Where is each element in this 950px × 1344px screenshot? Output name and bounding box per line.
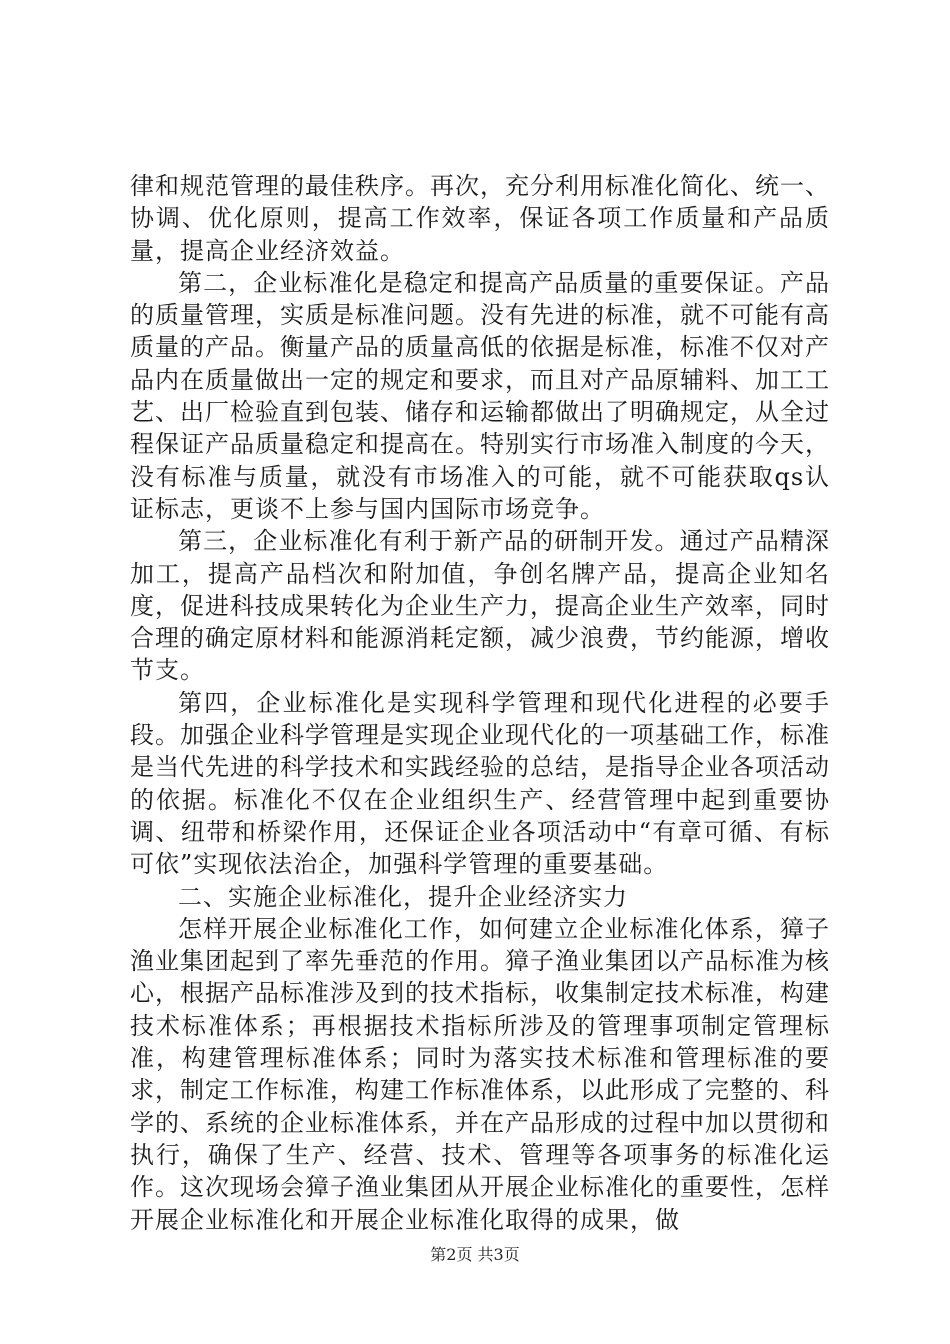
page-footer bbox=[0, 1245, 950, 1265]
paragraph-second-point: 第二，企业标准化是稳定和提高产品质量的重要保证。产品的质量管理，实质是标准问题。没有先进的标准，就不可能有高质量的产品。衡量产品的质量高低的依据是标准，标准不仅对产品内在质量做出一定的规定和要求，而且对产品原辅料、加工工艺、出厂检验直到包装、储存和运输都做出了明确规定，从全过程保证产品质量稳定和提高在。特别实行市场准入制度的今天，没有标准与质量，就没有市场准入的可能，就不可能获取qs认证标志，更谈不上参与国内国际市场竞争。 bbox=[130, 268, 830, 523]
paragraph-fourth-point: 第四，企业标准化是实现科学管理和现代化进程的必要手段。加强企业科学管理是实现企业现代化的一项基础工作，标准是当代先进的科学技术和实践经验的总结，是指导企业各项活动的依据。标准化不仅在企业组织生产、经营管理中起到重要协调、纽带和桥梁作用，还保证企业各项活动中“有章可循、有标可依”实现依法治企，加强科学管理的重要基础。 bbox=[130, 688, 830, 879]
document-body bbox=[130, 170, 830, 1236]
paragraph-continued: 律和规范管理的最佳秩序。再次，充分利用标准化简化、统一、协调、优化原则，提高工作效率，保证各项工作质量和产品质量，提高企业经济效益。 bbox=[130, 172, 830, 265]
page-number-label: 第2页 共3页 bbox=[430, 1245, 520, 1264]
section-heading: 二、实施企业标准化，提升企业经济实力 bbox=[178, 882, 628, 911]
paragraph-third-point: 第三，企业标准化有利于新产品的研制开发。通过产品精深加工，提高产品档次和附加值，争创名牌产品，提高企业知名度，促进科技成果转化为企业生产力，提高企业生产效率，同时合理的确定原材料和能源消耗定额，减少浪费，节约能源，增收节支。 bbox=[130, 527, 830, 685]
paragraph-implementation: 怎样开展企业标准化工作，如何建立企业标准化体系，獐子渔业集团起到了率先垂范的作用。獐子渔业集团以产品标准为核心，根据产品标准涉及到的技术指标，收集制定技术标准，构建技术标准体系；再根据技术指标所涉及的管理事项制定管理标准，构建管理标准体系；同时为落实技术标准和管理标准的要求，制定工作标准，构建工作标准体系，以此形成了完整的、科学的、系统的企业标准体系，并在产品形成的过程中加以贯彻和执行，确保了生产、经营、技术、管理等各项事务的标准化运作。这次现场会獐子渔业集团从开展企业标准化的重要性，怎样开展企业标准化和开展企业标准化取得的成果，做 bbox=[130, 914, 830, 1234]
